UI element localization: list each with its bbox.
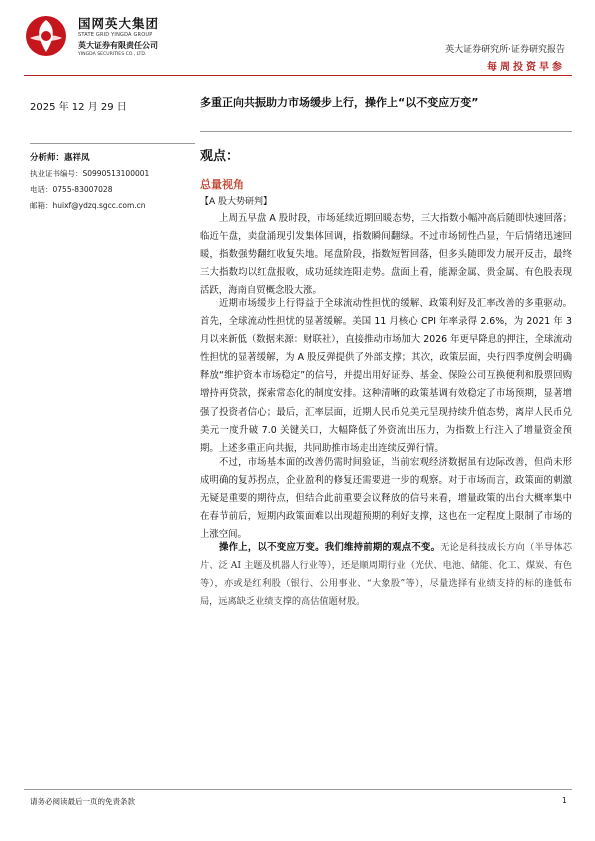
company-logo [24,12,194,72]
strategy-detail: 无论是科技成长方向（半导体芯片、泛 AI 主题及机器人行业等），还是顺周期行业（光伏、电池、储能、化工、煤炭、有色等），亦或是红利股（银行、公用事业、“大象股”等），尽量选择有业绩支持的标的逢低布局，远离缺乏业绩支撑的高估值题材股。 [200,542,572,608]
report-date: 2025 年 12 月 29 日 [30,102,127,113]
state-grid-logo-icon [24,14,68,58]
company-name-cn: 英大证券有限责任公司 [78,41,158,50]
analyst-phone: 电话：0755-83007028 [30,185,113,194]
analyst-email[interactable]: 邮箱：huixf@ydzq.sgcc.com.cn [30,201,146,210]
paragraph-strategy [200,539,572,611]
section-subtitle: 【A 股大势研判】 [200,197,273,207]
paragraph-drivers: 近期市场缓步上行得益于全球流动性担忧的缓解、政策利好及汇率改善的多重驱动。首先，全球流动性担忧的显著缓解。美国 11 月核心 CPI 年率录得 2.6%，为 2021 年 3 月以来新低（数据来源：财联社），直接推动市场加大 2026 年更早降息的押注，全球流动性担忧的显著缓解，为 A 股反弹提供了外部支撑；其次，政策层面，央行四季度例会明确释放“维护资本市场稳定”的信号，并提出用好证券、基金、保险公司互换便利和股票回购增持再贷款，探索常态化的制度安排。这种清晰的政策基调有效稳定了市场预期，显著增强了投资者信心；最后，汇率层面，近期人民币兑美元呈现持续升值态势，离岸人民币兑美元一度升破 7.0 关键关口，大幅降低了外资流出压力，为指数上行注入了增量资金预期。上述多重正向共振，共同助推市场走出连续反弹行情。 [200,298,573,454]
header-divider [24,75,572,76]
paragraph-risks: 不过，市场基本面的改善仍需时间验证，当前宏观经济数据虽有边际改善，但尚未形成明确的复苏拐点，企业盈利的修复还需要进一步的观察。对于市场而言，政策面的刺激无疑是重要的期待点，但结合此前重要会议释放的信号来看，增量政策的出台大概率集中在春节前后，短期内政策面难以出现超预期的利好支撑，这也在一定程度上限制了市场的上涨空间。 [200,457,572,541]
analyst-cert: 执业证书编号：S0990513100001 [30,169,150,178]
page-number: 1 [562,796,567,805]
analyst-name: 惠祥凤 [64,153,90,163]
analyst-label: 分析师： [30,153,65,163]
section-title: 总量视角 [200,178,244,191]
viewpoint-heading: 观点： [200,149,240,164]
report-type: 每周投资早参 [487,62,565,73]
paragraph-market-review: 上周五早盘 A 股时段，市场延续近期回暖态势，三大指数小幅冲高后随即快速回落；临近午盘，卖盘涌现引发集体回调，指数瞬间翻绿。不过市场韧性凸显，午后情绪迅速回暖，指数强势翻红收复失地。尾盘阶段，指数短暂回落，但多头随即发力展开反击，最终三大指数均以红盘报收，成功延续连阳走势。盘面上看，能源金属、贵金属、有色股表现活跃，海南自贸概念股大涨。 [200,213,572,297]
brand-name-en: STATE GRID YINGDA GROUP [78,32,153,38]
strategy-lead: 操作上，以不变应万变。我们维持前期的观点不变。 [219,542,441,553]
headline-divider [200,131,572,132]
company-name-en: YINGDA SECURITIES CO., LTD. [78,52,147,57]
research-dept: 英大证券研究所·证券研究报告 [445,45,565,55]
analyst-line [30,151,90,163]
sidebar-divider [30,143,195,144]
footer-divider [24,789,572,790]
brand-name-cn: 国网英大集团 [78,16,160,31]
report-headline: 多重正向共振助力市场缓步上行，操作上“以不变应万变” [200,96,479,109]
footer-disclaimer: 请务必阅读最后一页的免责条款 [30,797,135,806]
